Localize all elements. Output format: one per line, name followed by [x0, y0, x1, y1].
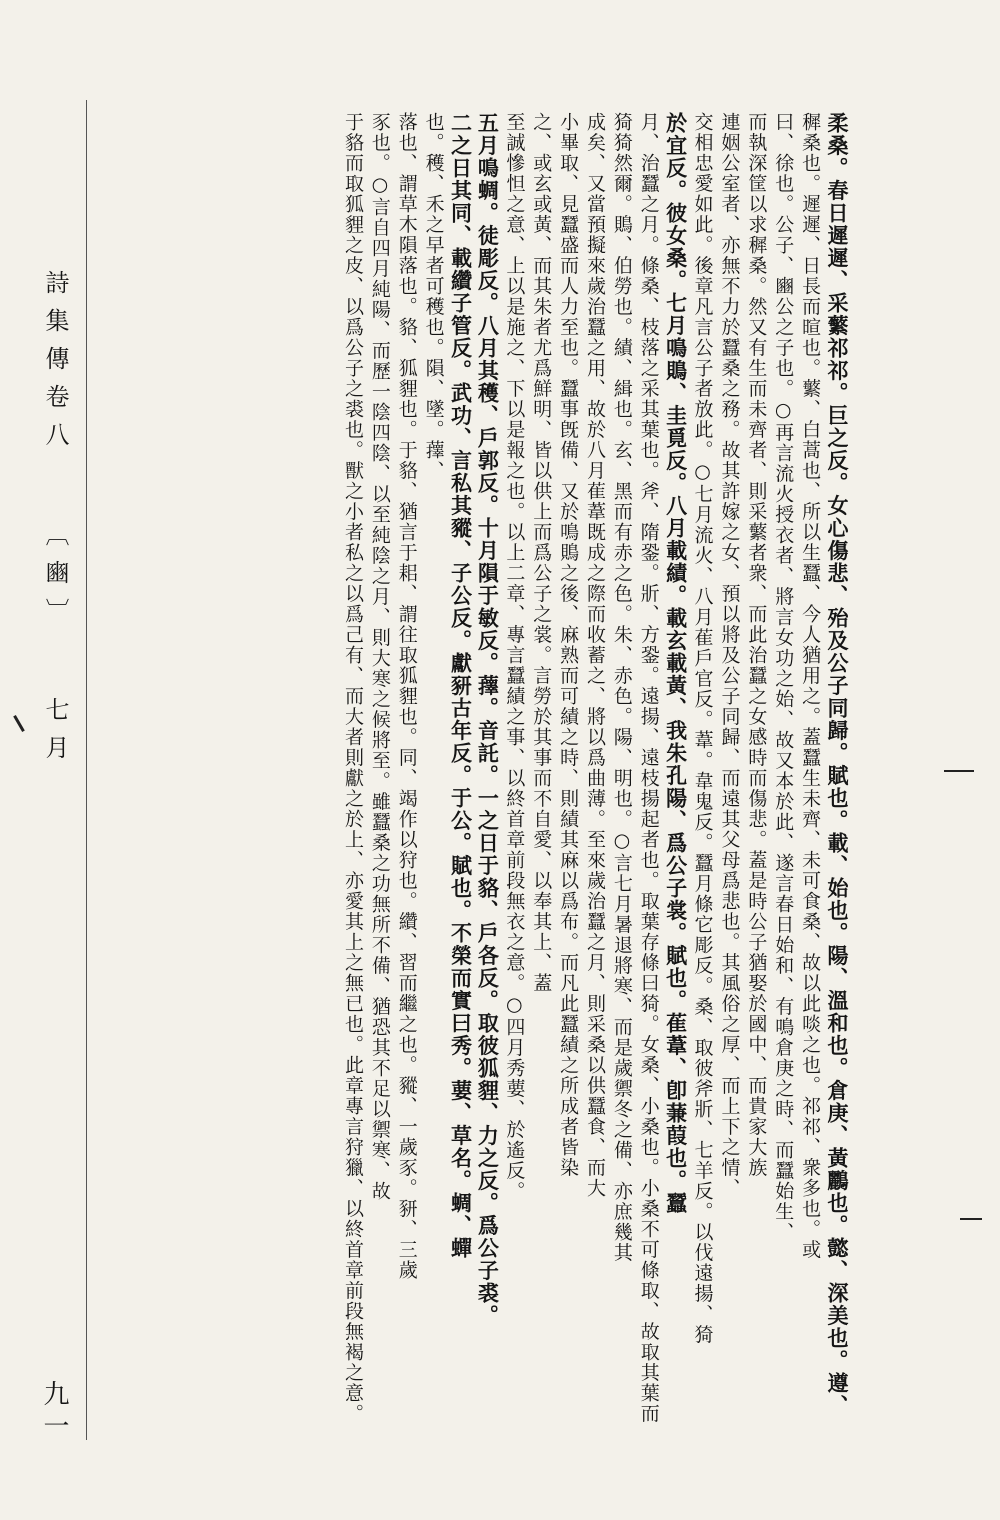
scan-mark: [944, 770, 974, 772]
text-columns: [150, 112, 850, 1432]
text-column: 之、或玄或黃、而其朱者尤爲鮮明、皆以供上而爲公子之裳。言勞於其事而不自愛、以奉其上、蓋: [530, 112, 553, 994]
margin-rule: [86, 100, 87, 1440]
text-column: 穉桑也。遲遲、日長而暄也。蘩、白蒿也、所以生蠶、今人猶用之。蓋蠶生未齊、未可食桑、故以此啖之也。祁祁、衆多也。或: [799, 112, 822, 1260]
running-header: [40, 270, 70, 773]
scan-mark: [13, 715, 25, 732]
text-column: 二之日其同、載纘子管反。武功、言私其豵、子公反。獻豜古年反。于公。賦也。不榮而實曰秀。葽、草名。蜩、蟬: [448, 112, 474, 1260]
section-label: 七月: [41, 697, 69, 774]
text-column: 曰、徐也。公子、豳公之子也。○再言流火授衣者、將言女功之始、故又本於此、遂言春日始和、有鳴倉庚之時、而蠶始生、: [772, 112, 795, 1243]
text-column: 而執深筐以求穉桑。然又有生而未齊者、則采蘩者衆、而此治蠶之女感時而傷悲。蓋是時公子猶娶於國中、而貴家大族: [745, 112, 768, 1178]
text-column: 交相忠愛如此。後章凡言公子者放此。○七月流火、八月萑戶官反。葦。韋鬼反。蠶月條它彫反。桑、取彼斧斨、七羊反。以伐遠揚、猗: [691, 112, 714, 1345]
text-column: 于貉而取狐貍之皮、以爲公子之裘也。獸之小者私之以爲己有、而大者則獻之於上、亦愛其上之無已也。此章專言狩獵、以終首章前段無褐之意。: [341, 112, 364, 1424]
text-column: 月、治蠶之月。條桑、枝落之采其葉也。斧、隋銎。斨、方銎。遠揚、遠枝揚起者也。取葉存條曰猗。女桑、小桑也。小桑不可條取、故取其葉而: [637, 112, 660, 1424]
text-column: 成矣、又當預擬來歲治蠶之用、故於八月萑葦既成之際而收蓄之、將以爲曲薄。至來歲治蠶之月、則采桑以供蠶食、而大: [583, 112, 606, 1199]
text-column: 猗猗然爾。鵙、伯勞也。績、緝也。玄、黑而有赤之色。朱、赤色。陽、明也。○言七月暑退將寒、而是歲禦冬之備、亦庶幾其: [610, 112, 633, 1263]
scan-mark: [960, 1218, 982, 1220]
text-column: 豕也。○言自四月純陽、而歷一陰四陰、以至純陰之月、則大寒之候將至。雖蠶桑之功無所不備、猶恐其不足以禦寒、故: [368, 112, 391, 1202]
text-column: 也。穫、禾之早者可穫也。隕、墜。蘀、: [422, 112, 445, 481]
text-column: 落也、謂草木隕落也。貉、狐貍也。于貉、猶言于耜、謂往取狐貍也。同、竭作以狩也。纘、習而繼之也。豵、一歲豕。豜、三歲: [395, 112, 418, 1281]
book-title: 詩集傳卷八: [41, 270, 69, 460]
volume-label: 〔豳〕: [41, 521, 69, 636]
text-column: 至誠慘怛之意、上以是施之、下以是報之也。以上二章、專言蠶績之事、以終首章前段無衣之意。○四月秀葽、於遙反。: [503, 112, 526, 1202]
text-column: 五月鳴蜩。徒彫反。八月其穫、戶郭反。十月隕于敏反。蘀。音託。一之日于貉、戶各反。取彼狐貍、力之反。爲公子裘。: [475, 112, 501, 1327]
page-number: 九一: [39, 1380, 69, 1444]
text-column: 連姻公室者、亦無不力於蠶桑之務。故其許嫁之女、預以將及公子同歸、而遠其父母爲悲也。其風俗之厚、而上下之情、: [718, 112, 741, 1199]
text-column: 於宜反。彼女桑。七月鳴鵙、圭覓反。八月載績。載玄載黃、我朱孔陽、爲公子裳。賦也。萑葦、卽蒹葭也。蠶: [663, 112, 689, 1215]
text-column: 柔桑。春日遲遲、采蘩祁祁。巨之反。女心傷悲、殆及公子同歸。賦也。載、始也。陽、溫和也。倉庚、黃鸝也。懿、深美也。遵、: [825, 112, 850, 1417]
text-column: 小畢取、見蠶盛而人力至也。蠶事旣備、又於鳴鵙之後、麻熟而可績之時、則績其麻以爲布。而凡此蠶績之所成者皆染: [557, 112, 580, 1178]
